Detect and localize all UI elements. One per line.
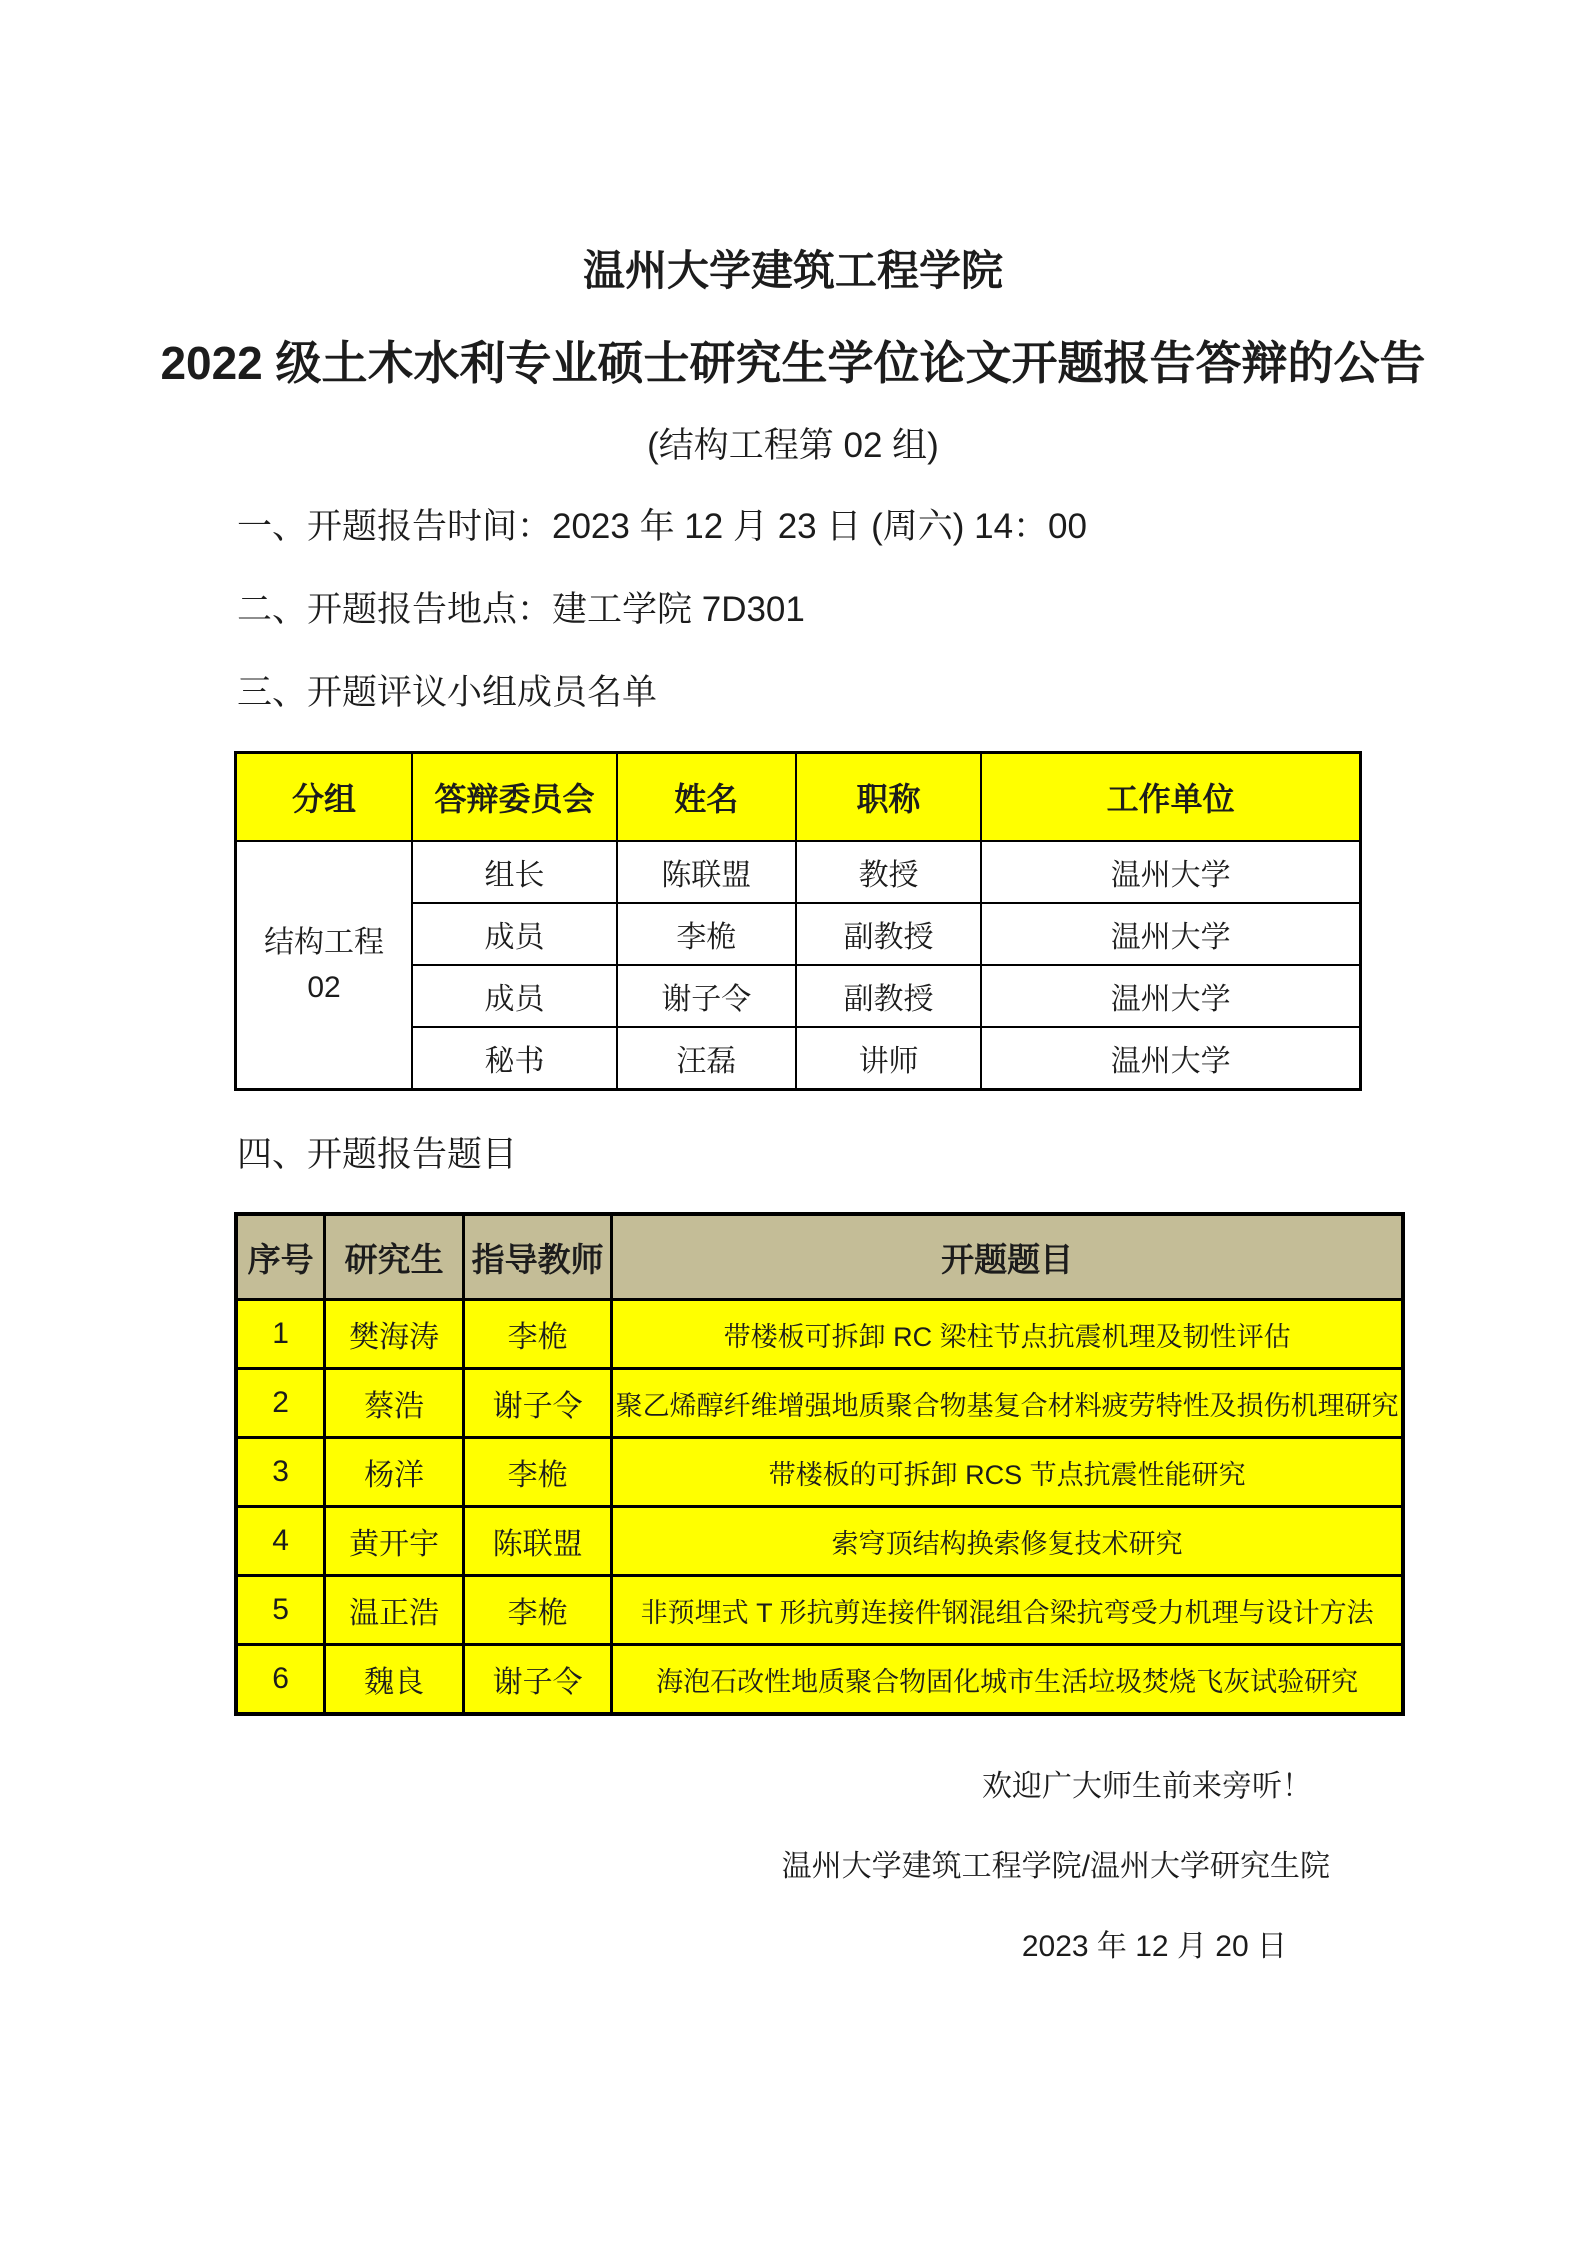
org-cell: 温州大学 xyxy=(981,903,1360,965)
no-cell: 4 xyxy=(236,1507,325,1576)
committee-group-cell xyxy=(236,841,413,1090)
topics-header-no: 序号 xyxy=(236,1214,325,1300)
topic-cell: 带楼板的可拆卸 RCS 节点抗震性能研究 xyxy=(612,1438,1403,1507)
topics-table xyxy=(234,1212,1405,1716)
topic-cell: 海泡石改性地质聚合物固化城市生活垃圾焚烧飞灰试验研究 xyxy=(612,1645,1403,1715)
student-cell: 魏良 xyxy=(325,1645,464,1715)
page-subtitle: 2022 级土木水利专业硕士研究生学位论文开题报告答辩的公告 xyxy=(160,337,1426,389)
committee-header-group: 分组 xyxy=(236,753,413,842)
item-report-place: 二、开题报告地点：建工学院 7D301 xyxy=(237,589,805,629)
group-label: (结构工程第 02 组) xyxy=(647,426,939,465)
no-cell: 3 xyxy=(236,1438,325,1507)
student-cell: 杨洋 xyxy=(325,1438,464,1507)
name-cell: 陈联盟 xyxy=(617,841,796,903)
committee-header-title: 职称 xyxy=(796,753,982,842)
org-cell: 温州大学 xyxy=(981,841,1360,903)
topics-header-row xyxy=(236,1214,1403,1300)
topics-header-student: 研究生 xyxy=(325,1214,464,1300)
topic-row xyxy=(236,1576,1403,1645)
topic-row xyxy=(236,1438,1403,1507)
item-topics-heading: 四、开题报告题目 xyxy=(237,1135,518,1175)
no-cell: 5 xyxy=(236,1576,325,1645)
committee-group-name: 结构工程 xyxy=(264,926,385,960)
advisor-cell: 谢子令 xyxy=(464,1369,612,1438)
role-cell: 组长 xyxy=(412,841,617,903)
advisor-cell: 陈联盟 xyxy=(464,1507,612,1576)
title-cell: 教授 xyxy=(796,841,982,903)
topic-row xyxy=(236,1300,1403,1369)
title-cell: 副教授 xyxy=(796,903,982,965)
committee-row xyxy=(236,841,1361,903)
title-cell: 讲师 xyxy=(796,1027,982,1090)
item-committee-heading: 三、开题评议小组成员名单 xyxy=(237,672,658,712)
topic-row xyxy=(236,1645,1403,1715)
role-cell: 成员 xyxy=(412,965,617,1027)
org-cell: 温州大学 xyxy=(981,965,1360,1027)
no-cell: 2 xyxy=(236,1369,325,1438)
topic-cell: 带楼板可拆卸 RC 梁柱节点抗震机理及韧性评估 xyxy=(612,1300,1403,1369)
committee-header-name: 姓名 xyxy=(617,753,796,842)
advisor-cell: 李桅 xyxy=(464,1576,612,1645)
committee-header-org: 工作单位 xyxy=(981,753,1360,842)
student-cell: 温正浩 xyxy=(325,1576,464,1645)
page-title: 温州大学建筑工程学院 xyxy=(582,247,1003,294)
title-cell: 副教授 xyxy=(796,965,982,1027)
committee-table xyxy=(234,751,1362,1091)
no-cell: 1 xyxy=(236,1300,325,1369)
student-cell: 黄开宇 xyxy=(325,1507,464,1576)
footer-date: 2023 年 12 月 20 日 xyxy=(1021,1930,1287,1963)
advisor-cell: 谢子令 xyxy=(464,1645,612,1715)
no-cell: 6 xyxy=(236,1645,325,1715)
committee-header-row xyxy=(236,753,1361,842)
student-cell: 蔡浩 xyxy=(325,1369,464,1438)
committee-group-number: 02 xyxy=(307,971,341,1005)
name-cell: 汪磊 xyxy=(617,1027,796,1090)
footer-welcome: 欢迎广大师生前来旁听！ xyxy=(982,1770,1312,1803)
name-cell: 谢子令 xyxy=(617,965,796,1027)
topic-cell: 索穹顶结构换索修复技术研究 xyxy=(612,1507,1403,1576)
org-cell: 温州大学 xyxy=(981,1027,1360,1090)
student-cell: 樊海涛 xyxy=(325,1300,464,1369)
name-cell: 李桅 xyxy=(617,903,796,965)
topic-cell: 聚乙烯醇纤维增强地质聚合物基复合材料疲劳特性及损伤机理研究 xyxy=(612,1369,1403,1438)
role-cell: 秘书 xyxy=(412,1027,617,1090)
role-cell: 成员 xyxy=(412,903,617,965)
footer-org: 温州大学建筑工程学院/温州大学研究生院 xyxy=(781,1850,1330,1883)
advisor-cell: 李桅 xyxy=(464,1300,612,1369)
topic-row xyxy=(236,1507,1403,1576)
topics-header-topic: 开题题目 xyxy=(612,1214,1403,1300)
item-report-time: 一、开题报告时间：2023 年 12 月 23 日 (周六) 14：00 xyxy=(237,507,1087,546)
topic-row xyxy=(236,1369,1403,1438)
committee-header-role: 答辩委员会 xyxy=(412,753,617,842)
topics-header-advisor: 指导教师 xyxy=(464,1214,612,1300)
topic-cell: 非预埋式 T 形抗剪连接件钢混组合梁抗弯受力机理与设计方法 xyxy=(612,1576,1403,1645)
advisor-cell: 李桅 xyxy=(464,1438,612,1507)
